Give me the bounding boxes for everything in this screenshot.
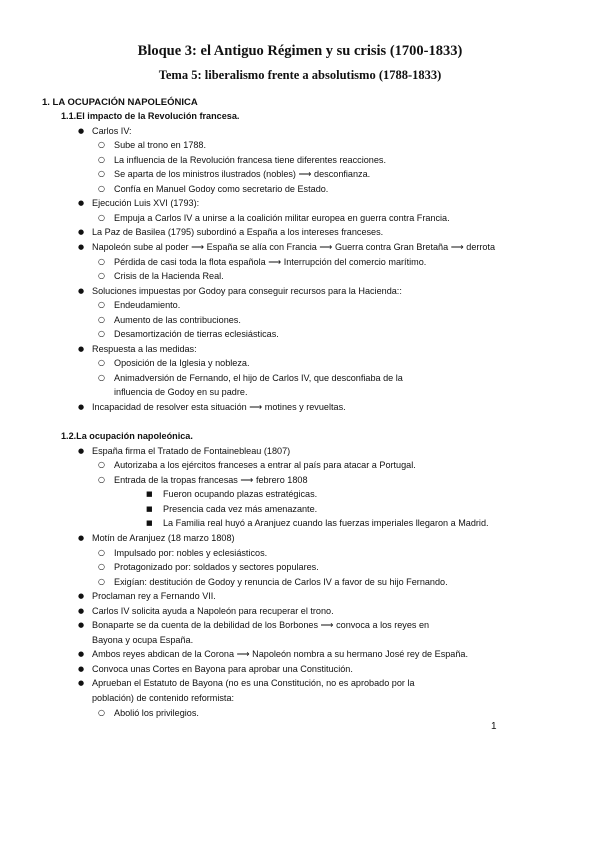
bullet-filled-icon: ● xyxy=(78,126,85,135)
outline-item: Endeudamiento. xyxy=(114,300,181,311)
bullet-square-icon: ■ xyxy=(146,490,153,499)
outline-item: Exigían: destitución de Godoy y renuncia de Carlos IV a favor de su hijo Fernando. xyxy=(114,576,448,587)
outline-item: Desamortización de tierras eclesiásticas. xyxy=(114,329,279,340)
outline-item: Carlos IV: xyxy=(92,125,132,136)
bullet-filled-icon: ● xyxy=(78,621,85,630)
outline-item: La Paz de Basilea (1795) subordinó a España a los intereses franceses. xyxy=(92,227,384,238)
outline-item: Aprueban el Estatuto de Bayona (no es una Constitución, no es aprobado por la xyxy=(92,678,415,689)
bullet-filled-icon: ● xyxy=(78,242,85,251)
page-number: 1 xyxy=(491,721,497,732)
bullet-filled-icon: ● xyxy=(78,286,85,295)
outline-item: Presencia cada vez más amenazante. xyxy=(163,503,318,514)
outline-item: Respuesta a las medidas: xyxy=(92,343,197,354)
outline-item: Crisis de la Hacienda Real. xyxy=(114,271,224,282)
bullet-filled-icon: ● xyxy=(78,344,85,353)
bullet-hollow-icon: ○ xyxy=(98,212,105,222)
bullet-hollow-icon: ○ xyxy=(98,707,105,717)
outline-item: población) de contenido reformista: xyxy=(92,693,235,703)
outline-item: Bayona y ocupa España. xyxy=(92,634,194,645)
bullet-hollow-icon: ○ xyxy=(98,562,105,572)
outline-item: Entrada de la tropas francesas ⟶ febrero 1808 xyxy=(114,474,308,485)
outline-item: Motín de Aranjuez (18 marzo 1808) xyxy=(92,532,235,543)
bullet-square-icon: ■ xyxy=(146,504,153,513)
outline-item: Autorizaba a los ejércitos franceses a entrar al país para atacar a Portugal. xyxy=(114,460,416,471)
subsection-heading: 1.2.La ocupación napoleónica. xyxy=(61,431,193,442)
bullet-filled-icon: ● xyxy=(78,228,85,237)
bullet-hollow-icon: ○ xyxy=(98,169,105,179)
bullet-hollow-icon: ○ xyxy=(98,314,105,324)
outline-item: La influencia de la Revolución francesa tiene diferentes reacciones. xyxy=(114,154,386,165)
bullet-filled-icon: ● xyxy=(78,664,85,673)
document-subtitle: Tema 5: liberalismo frente a absolutismo (1788-1833) xyxy=(158,68,442,82)
bullet-hollow-icon: ○ xyxy=(98,547,105,557)
outline-item: La Familia real huyó a Aranjuez cuando las fuerzas imperiales llegaron a Madrid. xyxy=(163,518,489,529)
outline-item: Ejecución Luis XVI (1793): xyxy=(92,198,200,209)
bullet-hollow-icon: ○ xyxy=(98,372,105,382)
outline-item: Napoleón sube al poder ⟶ España se alía con Francia ⟶ Guerra contra Gran Bretaña ⟶ derrota xyxy=(92,241,496,252)
subsection-heading: 1.1.El impacto de la Revolución francesa. xyxy=(61,111,240,121)
bullet-hollow-icon: ○ xyxy=(98,576,105,586)
bullet-filled-icon: ● xyxy=(78,199,85,208)
outline-item: Pérdida de casi toda la flota española ⟶ Interrupción del comercio marítimo. xyxy=(114,256,427,267)
outline-item: Soluciones impuestas por Godoy para conseguir recursos para la Hacienda:: xyxy=(92,285,402,296)
outline-item: Animadversión de Fernando, el hijo de Carlos IV, que desconfiaba de la xyxy=(114,372,403,383)
outline-item: Empuja a Carlos IV a unirse a la coalición militar europea en guerra contra Francia. xyxy=(114,212,450,223)
outline-item: Aumento de las contribuciones. xyxy=(114,314,241,325)
bullet-hollow-icon: ○ xyxy=(98,300,105,310)
outline-item: Incapacidad de resolver esta situación ⟶ motines y revueltas. xyxy=(92,402,346,412)
bullet-hollow-icon: ○ xyxy=(98,460,105,470)
bullet-filled-icon: ● xyxy=(78,446,85,455)
bullet-hollow-icon: ○ xyxy=(98,140,105,150)
bullet-hollow-icon: ○ xyxy=(98,183,105,193)
outline-item: España firma el Tratado de Fontainebleau (1807) xyxy=(92,445,291,456)
bullet-filled-icon: ● xyxy=(78,533,85,542)
outline-item: Oposición de la Iglesia y nobleza. xyxy=(114,358,250,369)
outline-item: Fueron ocupando plazas estratégicas. xyxy=(163,489,318,500)
outline-item: Ambos reyes abdican de la Corona ⟶ Napoleón nombra a su hermano José rey de España. xyxy=(92,649,468,660)
bullet-hollow-icon: ○ xyxy=(98,154,105,164)
outline-item: Bonaparte se da cuenta de la debilidad de los Borbones ⟶ convoca a los reyes en xyxy=(92,620,430,631)
outline-item: Impulsado por: nobles y eclesiásticos. xyxy=(114,547,268,558)
bullet-filled-icon: ● xyxy=(78,403,85,411)
section-heading: 1. LA OCUPACIÓN NAPOLEÓNICA xyxy=(42,97,198,108)
bullet-hollow-icon: ○ xyxy=(98,358,105,368)
document-title: Bloque 3: el Antiguo Régimen y su crisis (1700-1833) xyxy=(137,43,463,59)
outline-item: Sube al trono en 1788. xyxy=(114,140,207,151)
bullet-hollow-icon: ○ xyxy=(98,271,105,281)
outline-item: Abolió los privilegios. xyxy=(114,707,199,718)
outline-item: Carlos IV solicita ayuda a Napoleón para recuperar el trono. xyxy=(92,605,334,616)
bullet-hollow-icon: ○ xyxy=(98,474,105,484)
outline-item: influencia de Godoy en su padre. xyxy=(114,387,248,398)
outline-item: Convoca unas Cortes en Bayona para aprobar una Constitución. xyxy=(92,663,353,674)
bullet-hollow-icon: ○ xyxy=(98,329,105,339)
bullet-hollow-icon: ○ xyxy=(98,256,105,266)
outline-item: Confía en Manuel Godoy como secretario de Estado. xyxy=(114,183,329,194)
outline-item: Protagonizado por: soldados y sectores populares. xyxy=(114,562,319,573)
outline-item: Se aparta de los ministros ilustrados (nobles) ⟶ desconfianza. xyxy=(114,169,371,180)
bullet-filled-icon: ● xyxy=(78,606,85,615)
bullet-filled-icon: ● xyxy=(78,592,85,601)
bullet-filled-icon: ● xyxy=(78,650,85,659)
bullet-filled-icon: ● xyxy=(78,679,85,688)
outline-item: Proclaman rey a Fernando VII. xyxy=(92,591,216,602)
bullet-square-icon: ■ xyxy=(146,519,153,528)
